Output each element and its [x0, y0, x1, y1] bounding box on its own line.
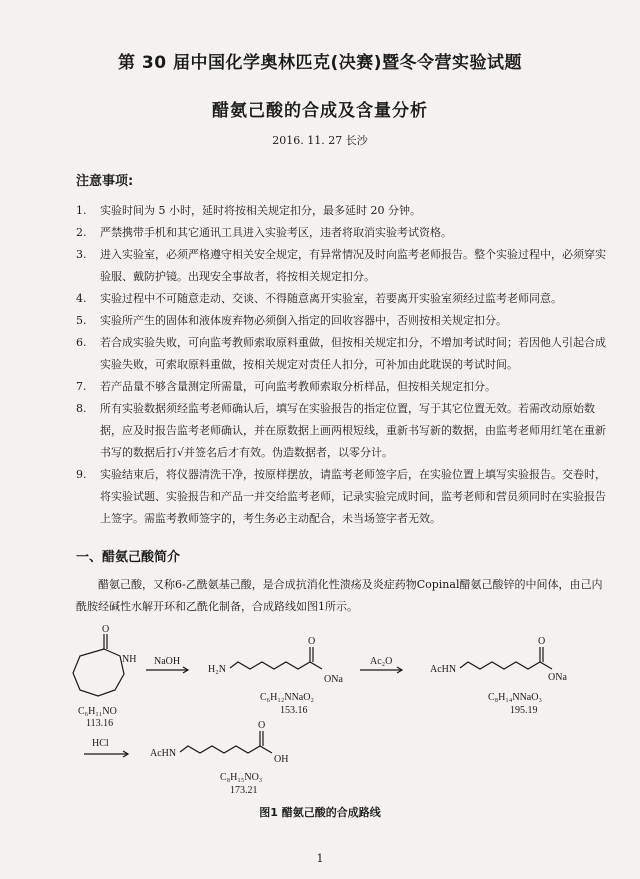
- atom-label: O: [308, 636, 316, 647]
- note-number: 3.: [76, 248, 87, 261]
- note-item: [76, 332, 606, 376]
- atom-label: O: [102, 624, 110, 635]
- note-number: 2.: [76, 226, 87, 239]
- note-text: 所有实验数据须经监考老师确认后，填写在实验报告的指定位置，写于其它位置无效。若需改动原始数据，应及时报告监考老师确认，并在原数据上画两根短线，重新书写新的数据，由监考老师用红笔在重新书写的数据后打√并签名后才有效。伪造数据者，以零分计。: [100, 402, 606, 459]
- atom-label: AcHN: [430, 664, 457, 675]
- section-heading: 一、醋氨己酸简介: [76, 550, 181, 565]
- note-text: 实验时间为 5 小时，延时将按相关规定扣分，最多延时 20 分钟。: [100, 204, 421, 217]
- atom-label: ONa: [548, 672, 567, 683]
- experiment-title: 醋氨己酸的合成及含量分析: [212, 101, 428, 121]
- note-number: 5.: [76, 314, 87, 327]
- compound-formula: C₈H₁₄NNaO₃: [488, 692, 542, 703]
- note-number: 7.: [76, 380, 87, 393]
- note-item: [76, 464, 606, 530]
- exam-title: 第 30 届中国化学奥林匹克(决赛)暨冬令营实验试题: [117, 53, 523, 73]
- page-number: 1: [316, 852, 324, 865]
- acetylaminohexanoate-chain: [460, 662, 552, 669]
- note-item: [76, 398, 606, 464]
- exam-date: 2016. 11. 27 长沙: [272, 134, 368, 147]
- atom-label: ONa: [324, 674, 343, 685]
- compound-mw: 173.21: [230, 785, 258, 796]
- figure-caption: 图1 醋氨己酸的合成路线: [259, 806, 381, 819]
- note-number: 8.: [76, 402, 87, 415]
- note-text: 实验过程中不可随意走动、交谈、不得随意离开实验室，若要离开实验室须经过监考老师同意。: [100, 292, 562, 305]
- acetamidohexanoic-acid-chain: [180, 746, 272, 753]
- note-item: [76, 222, 606, 244]
- note-number: 6.: [76, 336, 87, 349]
- note-item: [76, 310, 606, 332]
- note-item: [76, 200, 606, 222]
- atom-label: NH: [122, 654, 137, 665]
- compound-formula: C₆H₁₁NO: [78, 706, 117, 717]
- atom-label: H₂N: [208, 664, 226, 675]
- reagent-label: HCl: [92, 738, 109, 749]
- note-text: 若产品量不够含量测定所需量，可向监考教师索取分析样品，但按相关规定扣分。: [100, 380, 496, 393]
- note-item: [76, 288, 606, 310]
- note-number: 9.: [76, 468, 87, 481]
- atom-label: AcHN: [150, 748, 177, 759]
- note-number: 1.: [76, 204, 87, 217]
- compound-formula: C₆H₁₂NNaO₂: [260, 692, 314, 703]
- note-text: 若合成实验失败，可向监考教师索取原料重做，但按相关规定扣分，不增加考试时间；若因他人引起合成实验失败，可索取原料重做，按相关规定对责任人扣分，可补加由此耽误的考试时间。: [100, 336, 606, 371]
- atom-label: OH: [274, 754, 289, 765]
- note-text: 进入实验室，必须严格遵守相关安全规定，有异常情况及时向监考老师报告。整个实验过程中，必须穿实验服、戴防护镜。出现安全事故者，将按相关规定扣分。: [100, 248, 606, 283]
- note-item: [76, 376, 606, 398]
- compound-mw: 113.16: [86, 718, 114, 729]
- atom-label: O: [538, 636, 546, 647]
- compound-mw: 153.16: [280, 705, 308, 716]
- atom-label: O: [258, 720, 266, 731]
- note-item: [76, 244, 606, 288]
- note-number: 4.: [76, 292, 87, 305]
- aminohexanoate-chain: [230, 662, 322, 669]
- notes-list: [76, 200, 606, 530]
- compound-formula: C₈H₁₅NO₃: [220, 772, 263, 783]
- note-text: 严禁携带手机和其它通讯工具进入实验考区，违者将取消实验考试资格。: [100, 226, 452, 239]
- reagent-label: NaOH: [154, 656, 181, 667]
- note-text: 实验所产生的固体和液体废弃物必须倒入指定的回收容器中，否则按相关规定扣分。: [100, 314, 507, 327]
- note-text: 实验结束后，将仪器清洗干净，按原样摆放，请监考老师签字后，在实验位置上填写实验报告。交卷时，将实验试题、实验报告和产品一并交给监考老师，记录实验完成时间，监考老师和营员须同时在实验报告上签字。需监考教师签字的，考生务必主动配合，未当场签字者无效。: [100, 468, 606, 525]
- reagent-label: Ac₂O: [370, 656, 393, 667]
- synthesis-scheme: [70, 622, 570, 800]
- caprolactam-ring: [73, 649, 124, 696]
- intro-paragraph: 醋氨己酸，又称6-乙酰氨基己酸，是合成抗消化性溃疡及炎症药物Copinal醋氨己酸锌的中间体，由己内酰胺经碱性水解开环和乙酰化制备，合成路线如图1所示。: [76, 578, 603, 613]
- compound-mw: 195.19: [510, 705, 538, 716]
- notes-heading: 注意事项:: [76, 174, 134, 189]
